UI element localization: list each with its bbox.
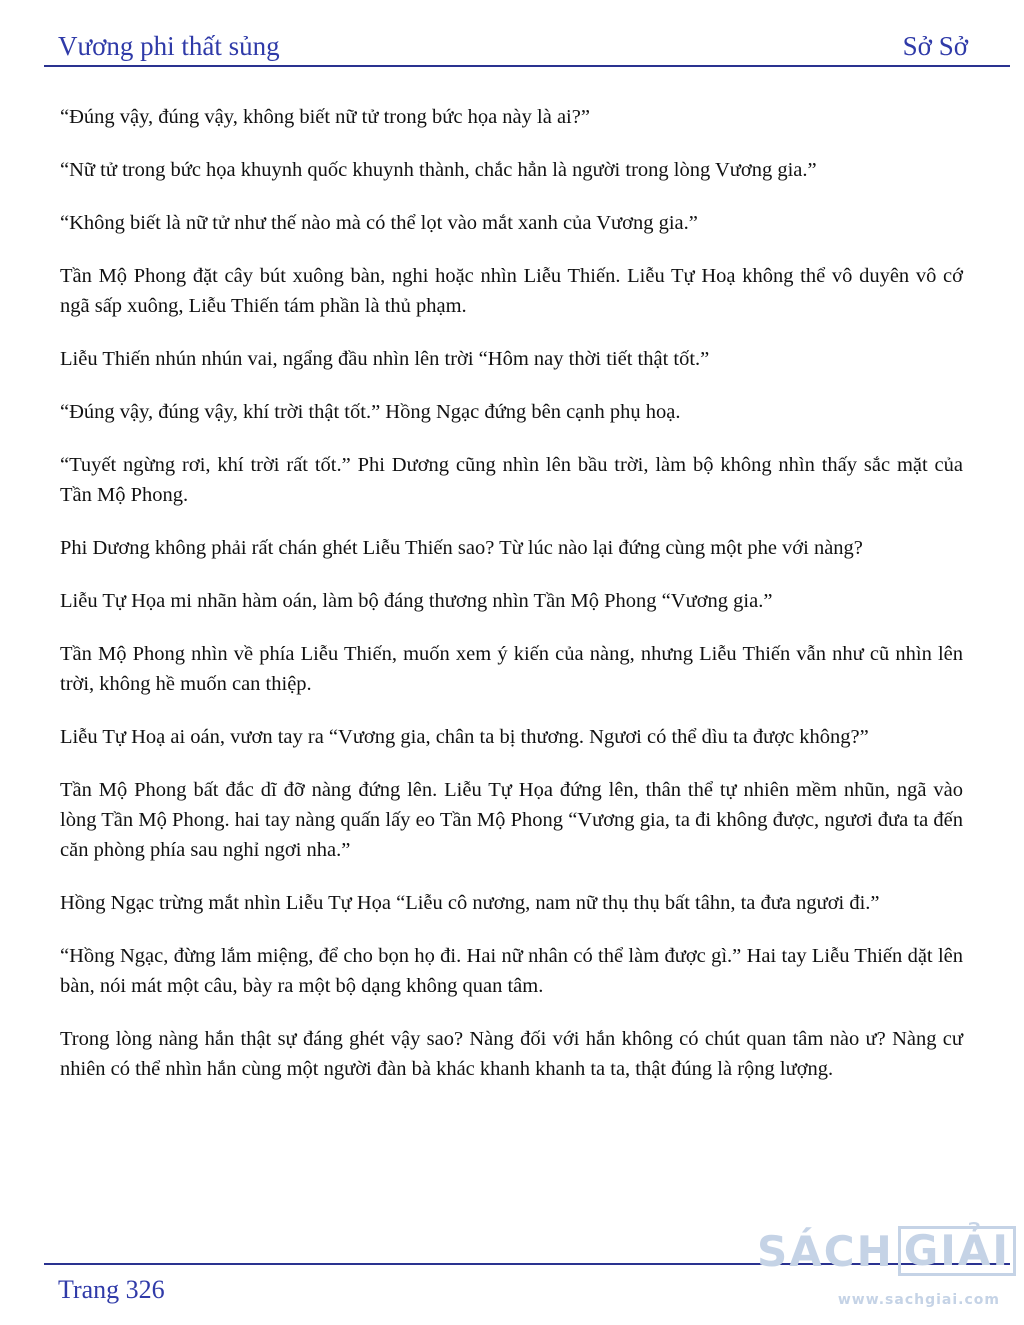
paragraph: Hồng Ngạc trừng mắt nhìn Liễu Tự Họa “Liễu cô nương, nam nữ thụ thụ bất tâhn, ta đưa ngươi đi.” xyxy=(60,892,880,914)
page-number: Trang 326 xyxy=(58,1275,165,1304)
watermark-logo xyxy=(757,1226,1016,1318)
paragraph: “Đúng vậy, đúng vậy, không biết nữ tử trong bức họa này là ai?” xyxy=(60,106,590,128)
paragraph: Liễu Thiến nhún nhún vai, ngẩng đầu nhìn lên trời “Hôm nay thời tiết thật tốt.” xyxy=(60,348,710,370)
page-body xyxy=(60,102,963,1107)
header-divider xyxy=(44,65,1010,67)
paragraph: Tần Mộ Phong nhìn về phía Liễu Thiến, muốn xem ý kiến của nàng, nhưng Liễu Thiến vẫn như cũ nhìn lên trời, không hề muốn can thiệp. xyxy=(60,643,963,695)
paragraph: “Nữ tử trong bức họa khuynh quốc khuynh thành, chắc hẳn là người trong lòng Vương gia.” xyxy=(60,159,817,181)
paragraph: Trong lòng nàng hắn thật sự đáng ghét vậy sao? Nàng đối với hắn không có chút quan tâm nào ư? Nàng cư nhiên có thể nhìn hắn cùng một người đàn bà khác khanh khanh ta ta, thật đúng là rộng lượng. xyxy=(60,1028,963,1080)
page-header xyxy=(58,26,968,62)
paragraph: “Tuyết ngừng rơi, khí trời rất tốt.” Phi Dương cũng nhìn lên bầu trời, làm bộ không nhìn thấy sắc mặt của Tần Mộ Phong. xyxy=(60,454,963,506)
watermark-brand-left: SÁCH xyxy=(757,1226,894,1276)
book-title: Vương phi thất sủng xyxy=(58,31,280,61)
paragraph: “Hồng Ngạc, đừng lắm miệng, để cho bọn họ đi. Hai nữ nhân có thể làm được gì.” Hai tay Liễu Thiến dặt lên bàn, nói mát một câu, bày ra một bộ dạng không quan tâm. xyxy=(60,945,963,997)
watermark-url: www.sachgiai.com xyxy=(837,1292,1000,1308)
paragraph: Phi Dương không phải rất chán ghét Liễu Thiến sao? Từ lúc nào lại đứng cùng một phe với nàng? xyxy=(60,537,863,559)
watermark-brand-right: GIẢI xyxy=(898,1226,1016,1276)
paragraph: Tần Mộ Phong bất đắc dĩ đỡ nàng đứng lên. Liễu Tự Họa đứng lên, thân thể tự nhiên mềm nhũn, ngã vào lòng Tần Mộ Phong. hai tay nàng quấn lấy eo Tần Mộ Phong “Vương gia, ta đi không được, ngươi đưa ta đến căn phòng phía sau nghỉ ngơi nha.” xyxy=(60,779,963,861)
author-name: Sở Sở xyxy=(902,31,968,61)
paragraph: “Đúng vậy, đúng vậy, khí trời thật tốt.” Hồng Ngạc đứng bên cạnh phụ hoạ. xyxy=(60,401,681,423)
paragraph: Liễu Tự Họa mi nhãn hàm oán, làm bộ đáng thương nhìn Tần Mộ Phong “Vương gia.” xyxy=(60,590,773,612)
paragraph: “Không biết là nữ tử như thế nào mà có thể lọt vào mắt xanh của Vương gia.” xyxy=(60,212,698,234)
paragraph: Liễu Tự Hoạ ai oán, vươn tay ra “Vương gia, chân ta bị thương. Ngươi có thể dìu ta được không?” xyxy=(60,726,869,748)
watermark-brand xyxy=(757,1226,1016,1276)
paragraph: Tần Mộ Phong đặt cây bút xuông bàn, nghi hoặc nhìn Liễu Thiến. Liễu Tự Hoạ không thể vô duyên vô cớ ngã sấp xuông, Liễu Thiến tám phần là thủ phạm. xyxy=(60,265,963,317)
